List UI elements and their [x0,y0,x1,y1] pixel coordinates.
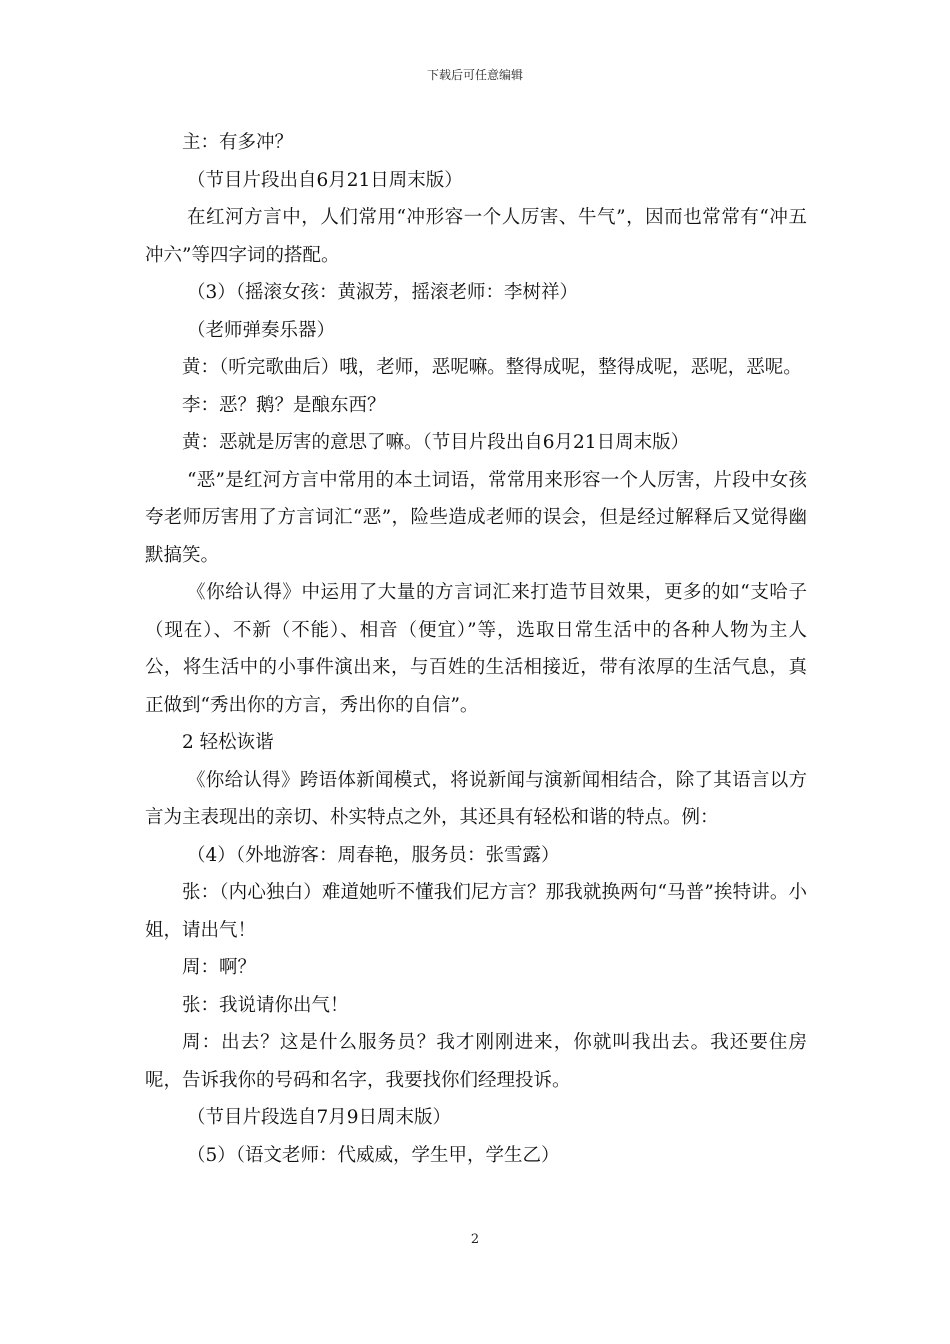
paragraph: 《你给认得》中运用了大量的方言词汇来打造节目效果，更多的如“支哈子（现在）、不新（不能）、相音（便宜）”等，选取日常生活中的各种人物为主人公，将生活中的小事件演出来，与百姓的生活相接近，带有浓厚的生活气息，真正做到“秀出你的方言，秀出你的自信”。 [145,582,807,716]
paragraph: （节目片段选自7月9日周末版） [187,1107,452,1128]
paragraph: 张：我说请你出气！ [182,994,349,1016]
paragraph: 周：出去？这是什么服务员？我才刚刚进来，你就叫我出去。我还要住房呢，告诉我你的号码和名字，我要找你们经理投诉。 [145,1032,807,1091]
paragraph: （3）（摇滚女孩：黄淑芳，摇滚老师：李树祥） [187,282,579,303]
paragraph: 《你给认得》跨语体新闻模式，将说新闻与演新闻相结合，除了其语言以方言为主表现出的亲切、朴实特点之外，其还具有轻松和谐的特点。例： [145,769,807,828]
paragraph: 黄：（听完歌曲后）哦，老师，恶呢嘛。整得成呢，整得成呢，恶呢，恶呢。 [182,357,802,378]
paragraph: 李：恶？鹅？是酿东西？ [182,394,386,416]
paragraph: （节目片段出自6月21日周末版） [187,169,463,191]
paragraph: 主：有多冲？ [182,132,294,153]
paragraph: 周：啊？ [182,957,257,978]
paragraph: 在红河方言中，人们常用“冲形容一个人厉害、牛气”，因而也常常有“冲五冲六”等四字词的搭配。 [145,207,807,266]
paragraph: （4）（外地游客：周春艳，服务员：张雪露） [187,844,560,866]
paragraph: （5）（语文老师：代威威，学生甲，学生乙） [187,1144,560,1166]
page-header: 下载后可任意编辑 [426,68,523,82]
section-heading: 2 轻松诙谐 [182,732,274,753]
page-number: 2 [470,1232,480,1247]
paragraph: 黄：恶就是厉害的意思了嘛。（节目片段出自6月21日周末版） [182,432,690,453]
paragraph: “恶”是红河方言中常用的本土词语，常常用来形容一个人厉害，片段中女孩夸老师厉害用了方言词汇“恶”，险些造成老师的误会，但是经过解释后又觉得幽默搞笑。 [145,469,807,566]
document-body [145,124,807,1174]
paragraph: 张：（内心独白）难道她听不懂我们尼方言？那我就换两句“马普”挨特讲。小姐，请出气！ [145,882,807,941]
paragraph: （老师弹奏乐器） [187,319,336,341]
